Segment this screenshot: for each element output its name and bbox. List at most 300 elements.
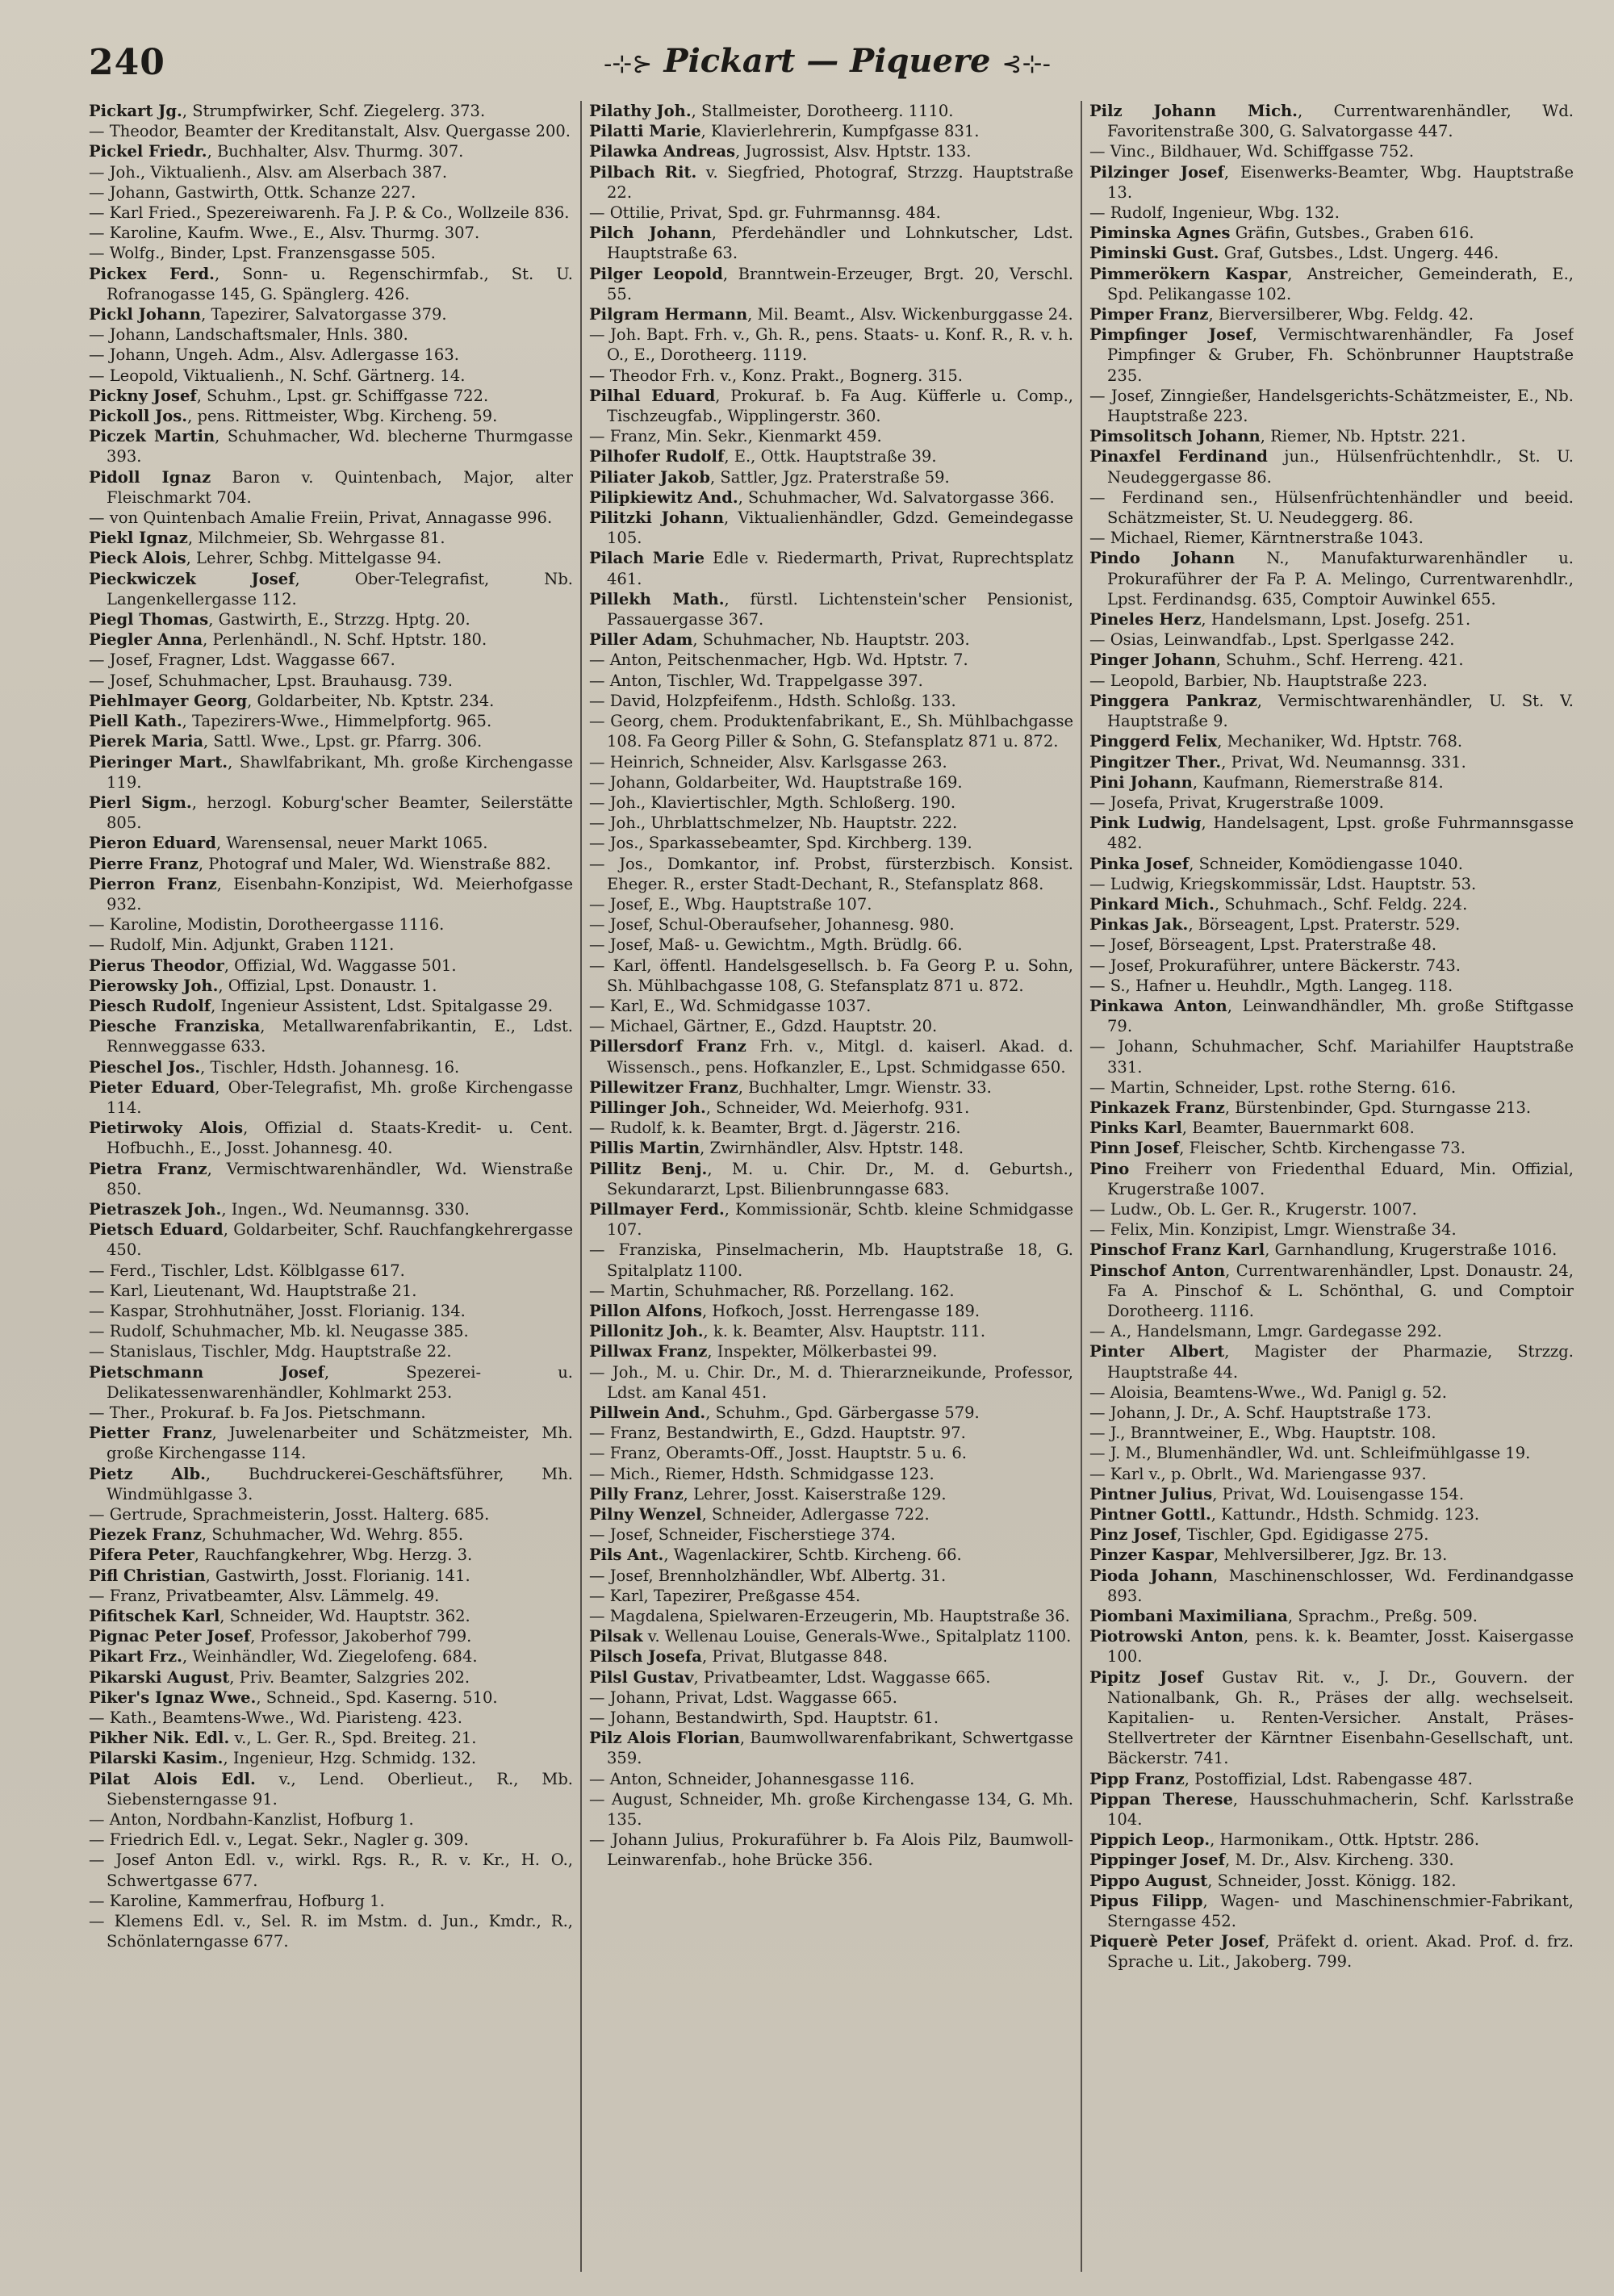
entry-name: Piker's Ignaz Wwe. — [89, 1687, 257, 1707]
directory-entry — [1089, 1077, 1574, 1098]
entry-name: Piekl Ignaz — [89, 529, 188, 548]
entry-name: Pingitzer Ther. — [1089, 752, 1222, 772]
entry-text: , Wagen- und Maschinenschmier-Fabrikant, Sterngasse 452. — [1107, 1891, 1574, 1931]
entry-text: , Buchdruckerei-Geschäftsführer, Mh. Windmühlgasse 3. — [107, 1464, 573, 1503]
directory-entry — [1089, 223, 1574, 243]
entry-text: , Offizial, Lpst. Donaustr. 1. — [218, 976, 437, 995]
entry-name: Pinks Karl — [1089, 1119, 1182, 1138]
entry-name: Pinkazek Franz — [1089, 1098, 1225, 1117]
entry-name: Pilathy Joh. — [589, 102, 692, 120]
directory-entry — [1089, 1240, 1574, 1260]
directory-entry — [589, 813, 1073, 833]
entry-name: Pifitschek Karl — [89, 1607, 220, 1626]
entry-text: , Perlenhändl., N. Schf. Hptstr. 180. — [203, 630, 487, 650]
entry-name: Pilbach Rit. — [589, 162, 697, 182]
entry-text: , Schuhmacher, Wd. blecherne Thurmgasse 393. — [107, 427, 573, 466]
entry-name: Pinz Josef — [1089, 1525, 1177, 1545]
entry-text: , Buchhalter, Alsv. Thurmg. 307. — [207, 142, 464, 161]
entry-name: Pickart Jg. — [89, 102, 182, 120]
entry-name: Piesch Rudolf — [89, 996, 211, 1015]
entry-name: Pineles Herz — [1089, 610, 1202, 629]
directory-entry — [589, 162, 1073, 203]
directory-entry — [89, 1057, 573, 1077]
entry-text: Graf, Gutsbes., Ldst. Ungerg. 446. — [1219, 244, 1499, 263]
entry-name: Pillewitzer Franz — [589, 1077, 738, 1097]
directory-entry — [1089, 894, 1574, 914]
entry-text: , M. Dr., Alsv. Kircheng. 330. — [1225, 1851, 1454, 1870]
entry-text: , Goldarbeiter, Nb. Kptstr. 234. — [247, 691, 495, 710]
entry-text: — Theodor, Beamter der Kreditanstalt, Alsv. Quergasse 200. — [89, 122, 571, 141]
entry-text: — Theodor Frh. v., Konz. Prakt., Bognerg. 315. — [589, 366, 963, 385]
directory-entry — [589, 772, 1073, 793]
entry-text: , Sonn- u. Regenschirmfab., St. U. Rofranogasse 145, G. Spänglerg. 426. — [107, 264, 573, 303]
directory-entry — [589, 141, 1073, 161]
directory-entry — [1089, 1484, 1574, 1504]
directory-entry — [1089, 976, 1574, 996]
directory-entry — [89, 406, 573, 426]
directory-entry — [589, 324, 1073, 365]
entry-name: Pieschel Jos. — [89, 1057, 201, 1077]
entry-text: , Hofkoch, Josst. Herrengasse 189. — [701, 1301, 981, 1320]
directory-entry — [589, 426, 1073, 446]
entry-text: — Franz, Oberamts-Off., Josst. Hauptstr. 5 u. 6. — [589, 1444, 967, 1463]
directory-entry — [89, 914, 573, 935]
entry-text: — Josef, E., Wbg. Hauptstraße 107. — [589, 894, 872, 914]
entry-name: Pilger Leopold — [589, 264, 723, 283]
directory-entry — [89, 1708, 573, 1728]
entry-name: Piliater Jakob — [589, 467, 711, 487]
directory-entry — [1089, 1830, 1574, 1850]
directory-entry — [89, 1199, 573, 1219]
directory-entry — [589, 101, 1073, 121]
entry-text: , Buchhalter, Lmgr. Wienstr. 33. — [738, 1077, 992, 1097]
entry-text: v. Wellenau Louise, Generals-Wwe., Spitalplatz 1100. — [642, 1627, 1072, 1646]
entry-name: Pintner Gottl. — [1089, 1505, 1211, 1524]
directory-entry — [1089, 650, 1574, 670]
entry-text: , Jugrossist, Alsv. Hptstr. 133. — [735, 142, 972, 161]
entry-name: Pietter Franz — [89, 1424, 212, 1443]
directory-entry — [89, 1769, 573, 1809]
entry-name: Pilawka Andreas — [589, 142, 736, 161]
directory-entry — [589, 386, 1073, 426]
entry-text: , Photograf und Maler, Wd. Wienstraße 882. — [198, 854, 551, 873]
entry-name: Pilsch Josefa — [589, 1647, 702, 1667]
entry-text: — Felix, Min. Konzipist, Lmgr. Wienstraße 34. — [1089, 1220, 1457, 1240]
entry-text: , Anstreicher, Gemeinderath, E., Spd. Pelikangasse 102. — [1107, 264, 1574, 303]
entry-name: Pierowsky Joh. — [89, 976, 219, 995]
entry-text: — Franz, Privatbeamter, Alsv. Lämmelg. 49. — [89, 1586, 440, 1605]
column-divider — [580, 101, 582, 2272]
entry-text: — Magdalena, Spielwaren-Erzeugerin, Mb. Hauptstraße 36. — [589, 1607, 1070, 1626]
directory-entry — [1089, 1931, 1574, 1972]
directory-entry — [1089, 446, 1574, 487]
directory-entry — [89, 101, 573, 121]
directory-entry — [1089, 1606, 1574, 1626]
entry-text: — Ludw., Ob. L. Ger. R., Krugerstr. 1007. — [1089, 1199, 1417, 1219]
entry-text: v. Siegfried, Photograf, Strzzg. Hauptstraße 22. — [607, 162, 1073, 202]
entry-text: , fürstl. Lichtenstein'scher Pensionist, Passauergasse 367. — [607, 589, 1073, 629]
entry-text: , Schneider, Josst. Königg. 182. — [1207, 1871, 1457, 1890]
entry-text: , herzogl. Koburg'scher Beamter, Seilerstätte 805. — [107, 793, 573, 833]
entry-name: Pilsl Gustav — [589, 1667, 694, 1687]
directory-entry — [589, 121, 1073, 141]
entry-text: — Josef, Schul-Oberaufseher, Johannesg. 980. — [589, 915, 955, 935]
entry-text: — Karoline, Kaufm. Wwe., E., Alsv. Thurmg. 307. — [89, 224, 480, 243]
entry-text: — Rudolf, Ingenieur, Wbg. 132. — [1089, 203, 1340, 223]
entry-text: — Ther., Prokuraf. b. Fa Jos. Pietschmann. — [89, 1403, 426, 1422]
entry-name: Pietra Franz — [89, 1159, 207, 1178]
directory-entry — [89, 1341, 573, 1361]
entry-text: — Karl v., p. Obrlt., Wd. Mariengasse 937. — [1089, 1464, 1427, 1483]
directory-entry — [589, 264, 1073, 304]
entry-text: , Ingen., Wd. Neumannsg. 330. — [221, 1199, 470, 1219]
entry-name: Piell Kath. — [89, 712, 182, 731]
entry-name: Pindo Johann — [1089, 549, 1236, 568]
entry-name: Pietz Alb. — [89, 1464, 206, 1483]
entry-name: Pino — [1089, 1159, 1130, 1178]
entry-text: — Martin, Schuhmacher, Rß. Porzellang. 162. — [589, 1281, 955, 1300]
directory-entry — [589, 304, 1073, 324]
entry-text: — Ludwig, Kriegskommissär, Ldst. Hauptstr. 53. — [1089, 874, 1477, 893]
directory-entry — [89, 345, 573, 365]
directory-entry — [89, 467, 573, 508]
entry-text: — Josef, Zinngießer, Handelsgerichts-Schätzmeister, E., Nb. Hauptstraße 223. — [1089, 386, 1574, 426]
directory-entry — [589, 833, 1073, 853]
entry-name: Pinschof Franz Karl — [1089, 1240, 1265, 1260]
directory-entry — [589, 629, 1073, 650]
entry-text: , Schuhmacher, Wd. Wehrg. 855. — [201, 1525, 464, 1545]
entry-text: — Johann Julius, Prokuraführer b. Fa Alois Pilz, Baumwoll-Leinwarenfab., hohe Brücke 356. — [589, 1830, 1073, 1870]
entry-text: — Johann, Privat, Ldst. Waggasse 665. — [589, 1687, 897, 1707]
entry-name: Pillinger Joh. — [589, 1098, 706, 1117]
directory-entry — [589, 1159, 1073, 1199]
entry-text: , Gastwirth, Josst. Florianig. 141. — [205, 1566, 470, 1585]
entry-text: — A., Handelsmann, Lmgr. Gardegasse 292. — [1089, 1322, 1442, 1341]
directory-entry — [589, 1586, 1073, 1606]
entry-name: Pilgram Hermann — [589, 305, 748, 324]
entry-text: , Prokuraf. b. Fa Aug. Küfferle u. Comp., Tischzeugfab., Wipplingerstr. 360. — [607, 386, 1073, 426]
entry-text: — Josef, Fragner, Ldst. Waggasse 667. — [89, 650, 395, 670]
entry-text: — Aloisia, Beamtens-Wwe., Wd. Panigl g. 52. — [1089, 1382, 1447, 1402]
entry-text: , Currentwarenhändler, Wd. Favoritenstraße 300, G. Salvatorgasse 447. — [1107, 102, 1574, 141]
entry-text: , Handelsagent, Lpst. große Fuhrmannsgasse 482. — [1107, 813, 1574, 853]
entry-text: , Sattl. Wwe., Lpst. gr. Pfarrg. 306. — [203, 732, 483, 751]
directory-entry — [589, 1464, 1073, 1484]
directory-entry — [589, 650, 1073, 670]
directory-entry — [1089, 548, 1574, 609]
entry-name: Pidoll Ignaz — [89, 467, 211, 487]
entry-text: , Vermischtwarenhändler, U. St. V. Hauptstraße 9. — [1107, 691, 1574, 731]
directory-entry — [89, 1077, 573, 1118]
entry-name: Piegl Thomas — [89, 610, 209, 629]
entry-text: , Wagenlackirer, Schtb. Kircheng. 66. — [663, 1545, 962, 1565]
entry-text: , M. u. Chir. Dr., M. d. Geburtsh., Sekundararzt, Lpst. Bilienbrunngasse 683. — [607, 1159, 1073, 1198]
entry-name: Pikart Frz. — [89, 1647, 182, 1667]
directory-entry — [589, 1362, 1073, 1403]
entry-name: Piminski Gust. — [1089, 244, 1219, 263]
directory-entry — [89, 528, 573, 548]
entry-text: , Kattundr., Hdsth. Schmidg. 123. — [1210, 1505, 1480, 1524]
entry-text: , Riemer, Nb. Hptstr. 221. — [1260, 427, 1466, 446]
entry-text: — Josef, Brennholzhändler, Wbf. Albertg. 31. — [589, 1566, 947, 1585]
entry-name: Pink Ludwig — [1089, 813, 1202, 833]
entry-text: , Tapezirers-Wwe., Himmelpfortg. 965. — [182, 712, 492, 731]
directory-entry — [589, 1606, 1073, 1626]
entry-text: , Ober-Telegrafist, Mh. große Kirchengasse 114. — [107, 1077, 573, 1117]
entry-text: — Franziska, Pinselmacherin, Mb. Hauptstraße 18, G. Spitalplatz 1100. — [589, 1240, 1073, 1280]
entry-text: , Schuhmacher, Wd. Salvatorgasse 366. — [738, 487, 1055, 507]
directory-entry — [89, 243, 573, 263]
entry-name: Pilny Wenzel — [589, 1505, 702, 1524]
entry-text: — Joh., Viktualienh., Alsv. am Alserbach 387. — [89, 162, 448, 182]
entry-name: Pietraszek Joh. — [89, 1199, 222, 1219]
entry-text: , Eisenwerks-Beamter, Wbg. Hauptstraße 13. — [1107, 162, 1574, 202]
entry-text: , Weinhändler, Wd. Ziegelofeng. 684. — [182, 1647, 478, 1667]
entry-name: Pippan Therese — [1089, 1789, 1233, 1809]
entry-text: , Schuhm., Gpd. Gärbergasse 579. — [705, 1403, 980, 1422]
directory-entry — [1089, 1626, 1574, 1667]
directory-entry — [1089, 854, 1574, 874]
entry-text: — Josef, Prokuraführer, untere Bäckerstr. 743. — [1089, 956, 1461, 975]
entry-name: Pieck Alois — [89, 549, 186, 568]
page-number: 240 — [89, 42, 165, 83]
entry-text: — Martin, Schneider, Lpst. rothe Sterng. 616. — [1089, 1077, 1457, 1097]
directory-entry — [1089, 1321, 1574, 1341]
entry-text: jun., Hülsenfrüchtenhdlr., St. U. Neudeggergasse 86. — [1107, 447, 1574, 487]
entry-name: Pinaxfel Ferdinand — [1089, 447, 1268, 466]
directory-entry — [1089, 426, 1574, 446]
entry-name: Piotrowski Anton — [1089, 1627, 1244, 1646]
directory-entry — [589, 956, 1073, 996]
directory-entry — [89, 508, 573, 528]
entry-name: Pieron Eduard — [89, 834, 216, 853]
entry-name: Pippich Leop. — [1089, 1830, 1210, 1850]
entry-text: — Josef Anton Edl. v., wirkl. Rgs. R., R. v. Kr., H. O., Schwertgasse 677. — [89, 1851, 573, 1890]
entry-name: Piesche Franziska — [89, 1017, 261, 1036]
entry-text: — Johann, Ungeh. Adm., Alsv. Adlergasse 163. — [89, 345, 459, 365]
entry-text: , Offizial d. Staats-Kredit- u. Cent. Hofbuchh., E., Josst. Johannesg. 40. — [107, 1119, 573, 1158]
entry-text: — Johann, Schuhmacher, Schf. Mariahilfer Hauptstraße 331. — [1089, 1037, 1574, 1077]
directory-entry — [589, 691, 1073, 711]
entry-text: , Schneider, Komödiengasse 1040. — [1189, 854, 1463, 873]
entry-text: , Harmonikam., Ottk. Hptstr. 286. — [1210, 1830, 1480, 1850]
ornament-left-icon: -⊹⊱ — [604, 50, 653, 78]
entry-name: Pini Johann — [1089, 772, 1193, 792]
directory-entry — [589, 1708, 1073, 1728]
directory-entry — [1089, 1403, 1574, 1423]
directory-entry — [89, 569, 573, 609]
entry-text: , Warensensal, neuer Markt 1065. — [215, 834, 488, 853]
entry-name: Pilch Johann — [589, 224, 712, 243]
entry-text: — Johann, J. Dr., A. Schf. Hauptstraße 173. — [1089, 1403, 1432, 1422]
entry-text: , Ingenieur, Hzg. Schmidg. 132. — [223, 1749, 477, 1768]
directory-entry — [89, 1748, 573, 1768]
directory-entry — [89, 548, 573, 568]
entry-text: , Privat, Blutgasse 848. — [701, 1647, 889, 1667]
entry-text: — Kath., Beamtens-Wwe., Wd. Piaristeng. 423. — [89, 1708, 462, 1728]
directory-entry — [89, 1687, 573, 1708]
directory-entry — [1089, 1769, 1574, 1789]
directory-entry — [1089, 793, 1574, 813]
entry-text: , Handelsmann, Lpst. Josefg. 251. — [1201, 610, 1471, 629]
directory-entry — [89, 1626, 573, 1646]
directory-columns — [89, 101, 1582, 2280]
entry-name: Pimmerökern Kaspar — [1089, 264, 1288, 283]
directory-entry — [1089, 1504, 1574, 1524]
entry-text: , Lehrer, Josst. Kaiserstraße 129. — [683, 1484, 947, 1503]
directory-entry — [89, 1586, 573, 1606]
entry-name: Pinter Albert — [1089, 1342, 1225, 1361]
entry-name: Pipus Filipp — [1089, 1891, 1203, 1910]
entry-text: , Goldarbeiter, Schf. Rauchfangkehrergasse 450. — [107, 1220, 573, 1260]
entry-text: , Zwirnhändler, Alsv. Hptstr. 148. — [700, 1139, 964, 1158]
entry-text: , Hausschuhmacherin, Schf. Karlsstraße 104. — [1107, 1789, 1574, 1830]
directory-entry — [589, 935, 1073, 955]
entry-name: Pickel Friedr. — [89, 142, 207, 161]
entry-text: , Garnhandlung, Krugerstraße 1016. — [1265, 1240, 1558, 1260]
entry-text: , Spezerei- u. Delikatessenwarenhändler, Kohlmarkt 253. — [107, 1362, 573, 1402]
directory-entry — [1089, 264, 1574, 304]
directory-entry — [1089, 935, 1574, 955]
directory-entry — [89, 1830, 573, 1850]
entry-text: , Sprachm., Preßg. 509. — [1287, 1607, 1478, 1626]
entry-name: Pillis Martin — [589, 1139, 700, 1158]
entry-name: Pilhal Eduard — [589, 386, 716, 405]
entry-text: — David, Holzpfeifenm., Hdsth. Schloßg. 133. — [589, 691, 956, 710]
directory-entry — [89, 1728, 573, 1748]
entry-text: Edle v. Riedermarth, Privat, Ruprechtsplatz 461. — [607, 549, 1073, 588]
directory-entry — [1089, 914, 1574, 935]
entry-name: Pilach Marie — [589, 549, 705, 568]
entry-name: Pintner Julius — [1089, 1484, 1213, 1503]
entry-text: — Vinc., Bildhauer, Wd. Schiffgasse 752. — [1089, 142, 1415, 161]
entry-text: — August, Schneider, Mh. große Kirchengasse 134, G. Mh. 135. — [589, 1789, 1073, 1830]
entry-text: — Joh. Bapt. Frh. v., Gh. R., pens. Staats- u. Konf. R., R. v. h. O., E., Dorotheerg. 1119. — [589, 325, 1073, 365]
entry-name: Pippinger Josef — [1089, 1851, 1226, 1870]
entry-text: — Josef, Maß- u. Gewichtm., Mgth. Brüdlg. 66. — [589, 935, 963, 955]
entry-name: Pinggera Pankraz — [1089, 691, 1257, 710]
entry-text: , Vermischtwarenhändler, Wd. Wienstraße 850. — [107, 1159, 573, 1198]
entry-text: , Postoffizial, Ldst. Rabengasse 487. — [1184, 1769, 1473, 1788]
entry-name: Pimper Franz — [1089, 305, 1209, 324]
entry-name: Piller Adam — [589, 630, 693, 650]
directory-entry — [589, 1301, 1073, 1321]
entry-text: , Maschinenschlosser, Wd. Ferdinandgasse 893. — [1107, 1566, 1574, 1605]
directory-entry — [89, 1301, 573, 1321]
entry-text: — Karl, Tapezirer, Preßgasse 454. — [589, 1586, 861, 1605]
entry-text: , k. k. Beamter, Alsv. Hauptstr. 111. — [703, 1322, 986, 1341]
entry-text: — Karl Fried., Spezereiwarenh. Fa J. P. & Co., Wollzeile 836. — [89, 203, 570, 223]
entry-text: — Franz, Min. Sekr., Kienmarkt 459. — [589, 427, 882, 446]
directory-entry — [89, 182, 573, 203]
entry-text: — Josefa, Privat, Krugerstraße 1009. — [1089, 793, 1384, 812]
entry-text: , Mehlversilberer, Jgz. Br. 13. — [1213, 1545, 1448, 1565]
directory-entry — [1089, 1341, 1574, 1382]
directory-entry — [1089, 1423, 1574, 1443]
entry-text: Gustav Rit. v., J. Dr., Gouvern. der Nationalbank, Gh. R., Präses der allg. wechselseit. Kapitalien- u. Renten-Versicher. Anstalt, Präses-Stellvertreter der Kärntner Eisenbahn-Gesellschaft, unt. Bäckerstr. 741. — [1107, 1667, 1574, 1768]
directory-entry — [589, 1138, 1073, 1158]
entry-name: Pieckwiczek Josef — [89, 569, 295, 588]
directory-entry — [89, 793, 573, 833]
running-title-line — [89, 42, 1566, 80]
entry-text: , Priv. Beamter, Salzgries 202. — [229, 1667, 470, 1687]
directory-entry — [89, 264, 573, 304]
directory-entry — [89, 1362, 573, 1403]
entry-text: , Privatbeamter, Ldst. Waggasse 665. — [693, 1667, 991, 1687]
directory-entry — [589, 1789, 1073, 1830]
entry-text: Frh. v., Mitgl. d. kaiserl. Akad. d. Wissensch., pens. Hofkanzler, E., Lpst. Schmidgasse 650. — [607, 1037, 1073, 1077]
directory-entry — [89, 854, 573, 874]
entry-text: — Johann, Gastwirth, Ottk. Schanze 227. — [89, 182, 416, 202]
directory-entry — [589, 1687, 1073, 1708]
directory-entry — [1089, 1789, 1574, 1830]
entry-text: — Ottilie, Privat, Spd. gr. Fuhrmannsg. 484. — [589, 203, 941, 223]
directory-entry — [1089, 243, 1574, 263]
entry-name: Pilz Alois Florian — [589, 1729, 740, 1748]
directory-entry — [589, 1626, 1073, 1646]
entry-text: , Magister der Pharmazie, Strzzg. Hauptstraße 44. — [1107, 1342, 1574, 1382]
entry-name: Pietirwoky Alois — [89, 1119, 244, 1138]
entry-text: — Georg, chem. Produktenfabrikant, E., Sh. Mühlbachgasse 108. Fa Georg Piller & Sohn, G. Stefansplatz 871 u. 872. — [589, 712, 1073, 751]
directory-entry — [589, 1524, 1073, 1545]
entry-text: — Johann, Landschaftsmaler, Hnls. 380. — [89, 325, 408, 345]
entry-text: — Leopold, Barbier, Nb. Hauptstraße 223. — [1089, 671, 1428, 690]
directory-entry — [1089, 609, 1574, 629]
directory-entry — [89, 366, 573, 386]
entry-text: — Josef, Schuhmacher, Lpst. Brauhausg. 739. — [89, 671, 453, 690]
entry-name: Pillon Alfons — [589, 1301, 702, 1320]
entry-text: , Schneider, Wd. Hauptstr. 362. — [220, 1607, 470, 1626]
directory-entry — [89, 1566, 573, 1586]
entry-text: Baron v. Quintenbach, Major, alter Fleischmarkt 704. — [107, 467, 573, 507]
directory-entry — [1089, 1219, 1574, 1240]
directory-entry — [1089, 386, 1574, 426]
directory-entry — [89, 1118, 573, 1158]
column-1 — [89, 101, 573, 2280]
entry-text: , Mil. Beamt., Alsv. Wickenburggasse 24. — [747, 305, 1073, 324]
directory-entry — [89, 609, 573, 629]
entry-text: — Friedrich Edl. v., Legat. Sekr., Nagler g. 309. — [89, 1830, 469, 1850]
entry-text: , Bürstenbinder, Gpd. Sturngasse 213. — [1224, 1098, 1532, 1117]
entry-text: , Juwelenarbeiter und Schätzmeister, Mh. große Kirchengasse 114. — [107, 1424, 573, 1463]
entry-text: — Jos., Domkantor, inf. Probst, fürsterzbisch. Konsist. Eheger. R., erster Stadt-Dechant, R., Stefansplatz 868. — [589, 854, 1073, 893]
entry-text: — Rudolf, Min. Adjunkt, Graben 1121. — [89, 935, 395, 955]
directory-entry — [89, 162, 573, 182]
directory-entry — [1089, 956, 1574, 976]
entry-text: , Schneider, Adlergasse 722. — [701, 1505, 930, 1524]
directory-entry — [1089, 1261, 1574, 1322]
directory-entry — [89, 671, 573, 691]
directory-entry — [589, 711, 1073, 751]
directory-entry — [589, 446, 1073, 466]
entry-text: — Johann, Bestandwirth, Spd. Hauptstr. 61. — [589, 1708, 939, 1728]
directory-entry — [89, 203, 573, 223]
entry-name: Pillonitz Joh. — [589, 1322, 704, 1341]
directory-entry — [589, 1504, 1073, 1524]
directory-entry — [589, 1118, 1073, 1138]
entry-name: Pifl Christian — [89, 1566, 206, 1585]
directory-entry — [1089, 752, 1574, 772]
entry-text: , pens. k. k. Beamter, Josst. Kaisergasse 100. — [1107, 1627, 1574, 1667]
directory-entry — [1089, 1464, 1574, 1484]
entry-name: Pils Ant. — [589, 1545, 664, 1565]
entry-text: — Ferd., Tischler, Ldst. Kölblgasse 617. — [89, 1261, 405, 1280]
directory-entry — [89, 874, 573, 914]
entry-name: Pickoll Jos. — [89, 407, 188, 426]
entry-text: , Schuhm., Lpst. gr. Schiffgasse 722. — [196, 386, 489, 405]
entry-text: , Fleischer, Schtb. Kirchengasse 73. — [1179, 1139, 1466, 1158]
entry-name: Pierron Franz — [89, 874, 217, 893]
